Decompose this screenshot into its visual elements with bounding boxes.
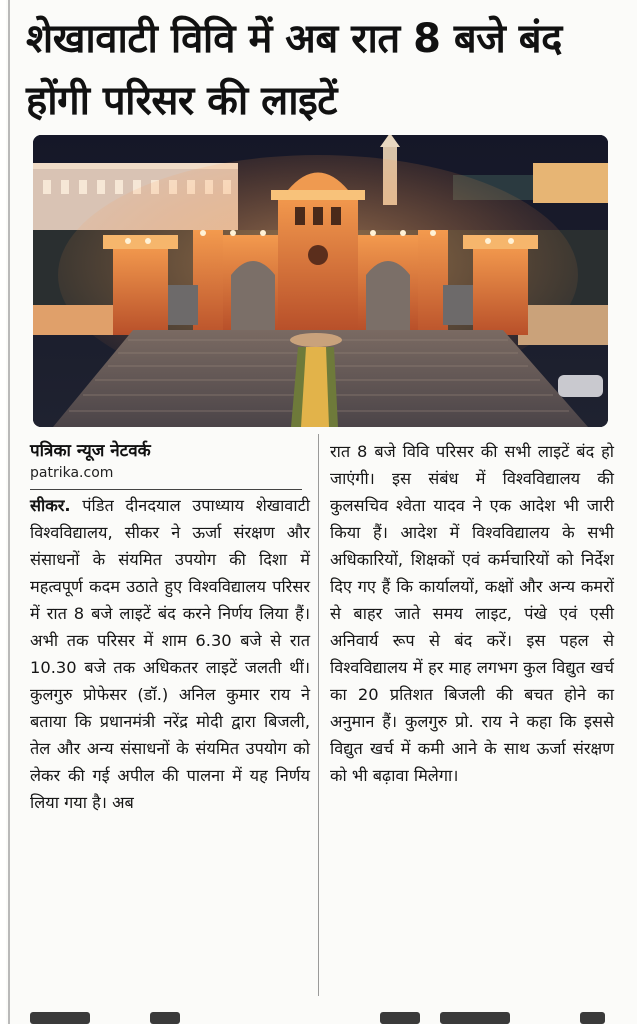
article-text-right: रात 8 बजे विवि परिसर की सभी लाइटें बंद हो जाएंगी। इस संबंध में विश्वविद्यालय की कुलसचिव श्वेता यादव ने एक आदेश भी जारी किया हैं। आदेश में विश्वविद्यालय के सभी अधिकारियों, शिक्षकों एवं कर्मचारियों को निर्देश दिए गए हैं कि कार्यालयों, कक्षों और अन्य कमरों से बाहर जाते समय लाइट, पंखे एवं एसी अनिवार्य रूप से बंद करें। इस पहल से विश्वविद्यालय में हर माह लगभग कुल विद्युत खर्च का 20 प्रतिशत बिजली की बचत होने का अनुमान हैं। कुलगुरु प्रो. राय ने कहा कि इससे विद्युत खर्च में कमी आने के साथ ऊर्जा संरक्षण को भी बढ़ावा मिलेगा। [330, 442, 614, 785]
column-divider [318, 434, 319, 996]
article-column-right [330, 438, 614, 789]
article-body-left [30, 492, 310, 816]
article-column-left [30, 438, 310, 816]
source-link: patrika.com [30, 465, 114, 481]
dateline: सीकर. [30, 496, 71, 515]
clipping-edge [8, 0, 10, 1024]
byline-rule [30, 489, 302, 490]
byline: पत्रिका न्यूज नेटवर्क [30, 441, 151, 461]
headline: शेखावाटी विवि में अब रात 8 बजे बंद होंगी परिसर की लाइटें [26, 16, 562, 124]
article-text-left: पंडित दीनदयाल उपाध्याय शेखावाटी विश्वविद्यालय, सीकर ने ऊर्जा संरक्षण और संसाधनों के संयमित उपयोग की दिशा में महत्वपूर्ण कदम उठाते हुए विश्वविद्यालय परिसर में रात 8 बजे लाइटें बंद करने निर्णय लिया हैं। अभी तक परिसर में शाम 6.30 बजे से रात 10.30 बजे तक अधिकतर लाइटें जलती थीं। कुलगुरु प्रोफेसर (डॉ.) अनिल कुमार राय ने बताया कि प्रधानमंत्री नरेंद्र मोदी द्वारा बिजली, तेल और अन्य संसाधनों के संयमित उपयोग को लेकर की गई अपील की पालना में यह निर्णय लिया गया है। अब [30, 496, 310, 812]
campus-gate-photo [33, 135, 608, 427]
cropped-next-article [20, 1006, 620, 1024]
